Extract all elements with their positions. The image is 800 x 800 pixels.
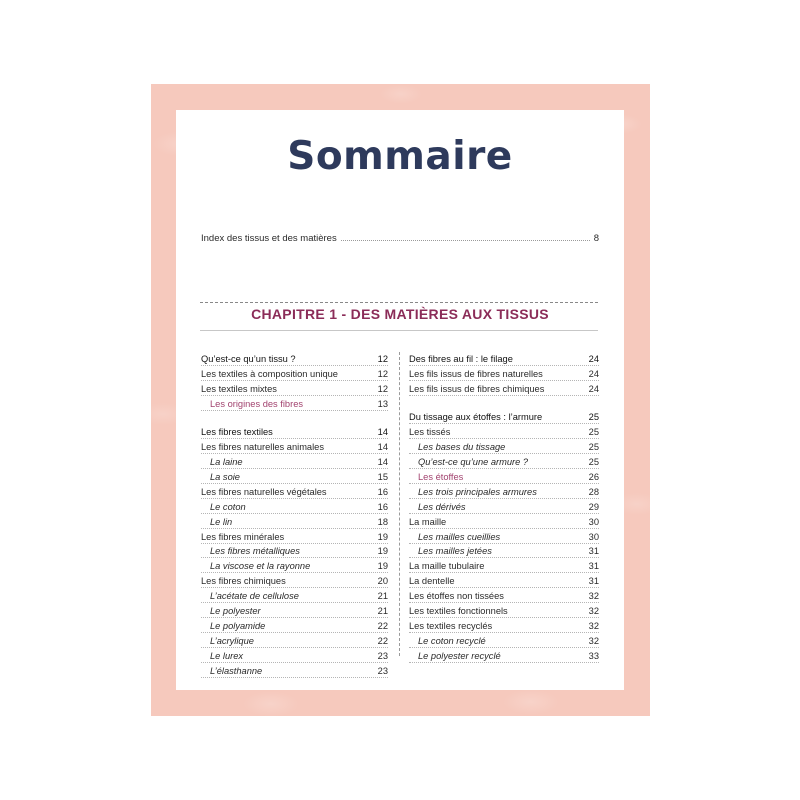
toc-entry[interactable] bbox=[201, 351, 388, 366]
toc-entry-page: 32 bbox=[588, 606, 599, 617]
toc-entry[interactable] bbox=[409, 484, 599, 499]
toc-entry[interactable] bbox=[409, 366, 599, 381]
toc-entry-label: Les trois principales armures bbox=[418, 486, 537, 497]
toc-entry-page: 12 bbox=[377, 353, 388, 364]
toc-entry[interactable] bbox=[409, 514, 599, 529]
toc-entry-label: Les fibres naturelles végétales bbox=[201, 486, 327, 497]
dot-leader bbox=[341, 240, 590, 241]
toc-entry-label: Des fibres au fil : le filage bbox=[409, 353, 513, 364]
toc-entry-label: La viscose et la rayonne bbox=[210, 561, 311, 572]
toc-entry-label: Le polyamide bbox=[210, 620, 266, 631]
toc-entry[interactable] bbox=[201, 588, 388, 603]
toc-entry-label: La maille bbox=[409, 516, 447, 527]
toc-entry[interactable] bbox=[409, 573, 599, 588]
toc-entry[interactable] bbox=[201, 633, 388, 648]
toc-entry-page: 18 bbox=[377, 516, 388, 527]
toc-entry-page: 24 bbox=[588, 383, 599, 394]
toc-entry-label: Le polyester bbox=[210, 606, 261, 617]
toc-entry[interactable] bbox=[201, 544, 388, 559]
toc-entry[interactable] bbox=[409, 454, 599, 469]
toc-entry-page: 23 bbox=[377, 665, 388, 676]
toc-entry-page: 24 bbox=[588, 353, 599, 364]
toc-entry-label: La laine bbox=[210, 457, 243, 468]
toc-entry-label: Les fibres chimiques bbox=[201, 576, 286, 587]
toc-entry-label: La maille tubulaire bbox=[409, 561, 485, 572]
toc-entry-page: 23 bbox=[377, 650, 388, 661]
toc-entry-page: 24 bbox=[588, 368, 599, 379]
toc-entry-page: 25 bbox=[588, 427, 599, 438]
toc-entry-label: Les fibres naturelles animales bbox=[201, 442, 324, 453]
toc-entry-label: Le coton recyclé bbox=[418, 635, 486, 646]
toc-entry[interactable] bbox=[201, 499, 388, 514]
toc-entry-label: Qu’est-ce qu’un tissu ? bbox=[201, 353, 296, 364]
toc-entry[interactable] bbox=[201, 514, 388, 529]
toc-entry-label: Les mailles cueillies bbox=[418, 531, 501, 542]
toc-entry-page: 26 bbox=[588, 472, 599, 483]
toc-entry[interactable] bbox=[409, 469, 599, 484]
toc-entry[interactable] bbox=[409, 424, 599, 439]
toc-entry-page: 14 bbox=[377, 427, 388, 438]
toc-entry-label: Les dérivés bbox=[418, 501, 466, 512]
toc-entry-label: Les étoffes non tissées bbox=[409, 591, 504, 602]
toc-entry[interactable] bbox=[201, 439, 388, 454]
toc-entry-page: 19 bbox=[377, 531, 388, 542]
toc-entry-page: 12 bbox=[377, 368, 388, 379]
toc-entry-label: Les mailles jetées bbox=[418, 546, 492, 557]
toc-entry-label: L’élasthanne bbox=[210, 665, 263, 676]
toc-entry-page: 22 bbox=[377, 620, 388, 631]
toc-entry[interactable] bbox=[201, 396, 388, 411]
toc-entry[interactable] bbox=[201, 663, 388, 678]
toc-entry[interactable] bbox=[201, 529, 388, 544]
index-entry[interactable] bbox=[201, 228, 599, 244]
toc-entry-label: Les textiles mixtes bbox=[201, 383, 277, 394]
toc-spacer bbox=[201, 411, 388, 425]
toc-entry-page: 29 bbox=[588, 501, 599, 512]
toc-entry[interactable] bbox=[409, 588, 599, 603]
toc-entry-label: L’acrylique bbox=[210, 635, 254, 646]
toc-entry-label: Qu’est-ce qu’une armure ? bbox=[418, 457, 529, 468]
toc-entry-label: Les étoffes bbox=[418, 472, 464, 483]
toc-entry[interactable] bbox=[409, 439, 599, 454]
toc-entry-label: Du tissage aux étoffes : l’armure bbox=[409, 412, 543, 423]
toc-entry-page: 12 bbox=[377, 383, 388, 394]
toc-entry[interactable] bbox=[409, 558, 599, 573]
toc-entry[interactable] bbox=[409, 381, 599, 396]
toc-entry-page: 28 bbox=[588, 486, 599, 497]
toc-entry-page: 31 bbox=[588, 546, 599, 557]
index-entry-label: Index des tissus et des matières bbox=[201, 233, 337, 244]
toc-entry[interactable] bbox=[201, 573, 388, 588]
toc-entry-page: 25 bbox=[588, 442, 599, 453]
toc-entry-label: Les textiles à composition unique bbox=[201, 368, 338, 379]
toc-entry-label: Les origines des fibres bbox=[210, 398, 304, 409]
toc-entry-label: Les tissés bbox=[409, 427, 451, 438]
toc-entry-label: Les bases du tissage bbox=[418, 442, 506, 453]
toc-entry-page: 25 bbox=[588, 412, 599, 423]
toc-entry-label: Le lurex bbox=[210, 650, 244, 661]
toc-entry-page: 16 bbox=[377, 486, 388, 497]
toc-entry[interactable] bbox=[409, 618, 599, 633]
toc-right-column bbox=[409, 351, 599, 663]
toc-entry-page: 30 bbox=[588, 516, 599, 527]
toc-entry[interactable] bbox=[409, 410, 599, 425]
toc-entry-label: La soie bbox=[210, 472, 240, 483]
chapter-heading: CHAPITRE 1 - DES MATIÈRES AUX TISSUS bbox=[251, 306, 549, 322]
toc-entry-page: 14 bbox=[377, 457, 388, 468]
toc-entry[interactable] bbox=[409, 648, 599, 663]
toc-spacer bbox=[409, 396, 599, 410]
toc-entry-page: 31 bbox=[588, 576, 599, 587]
toc-entry[interactable] bbox=[409, 351, 599, 366]
toc-entry-page: 22 bbox=[377, 635, 388, 646]
toc-entry-page: 25 bbox=[588, 457, 599, 468]
toc-entry-page: 21 bbox=[377, 591, 388, 602]
toc-entry[interactable] bbox=[201, 603, 388, 618]
toc-entry[interactable] bbox=[201, 484, 388, 499]
toc-entry-page: 19 bbox=[377, 561, 388, 572]
toc-entry-page: 15 bbox=[377, 472, 388, 483]
toc-entry[interactable] bbox=[201, 366, 388, 381]
index-entry-page: 8 bbox=[593, 233, 599, 244]
toc-entry-page: 21 bbox=[377, 606, 388, 617]
toc-entry-label: L’acétate de cellulose bbox=[210, 591, 299, 602]
toc-entry-page: 32 bbox=[588, 620, 599, 631]
dashed-divider bbox=[200, 302, 598, 303]
column-divider bbox=[399, 352, 400, 656]
toc-page bbox=[176, 110, 624, 690]
page-title: Sommaire bbox=[287, 134, 513, 179]
toc-entry[interactable] bbox=[409, 633, 599, 648]
toc-entry[interactable] bbox=[201, 381, 388, 396]
toc-entry[interactable] bbox=[201, 558, 388, 573]
toc-entry-page: 19 bbox=[377, 546, 388, 557]
toc-entry-page: 13 bbox=[377, 398, 388, 409]
toc-entry-label: Les fibres textiles bbox=[201, 427, 273, 438]
toc-entry-page: 30 bbox=[588, 531, 599, 542]
toc-entry-label: La dentelle bbox=[409, 576, 455, 587]
toc-entry-page: 14 bbox=[377, 442, 388, 453]
toc-entry-page: 31 bbox=[588, 561, 599, 572]
toc-entry-label: Les fils issus de fibres chimiques bbox=[409, 383, 545, 394]
toc-entry-label: Les fils issus de fibres naturelles bbox=[409, 368, 543, 379]
toc-entry-page: 32 bbox=[588, 635, 599, 646]
toc-entry-page: 33 bbox=[588, 650, 599, 661]
toc-entry-label: Les textiles fonctionnels bbox=[409, 606, 508, 617]
toc-entry[interactable] bbox=[201, 618, 388, 633]
toc-entry-label: Les textiles recyclés bbox=[409, 620, 493, 631]
toc-entry[interactable] bbox=[201, 454, 388, 469]
toc-entry-label: Les fibres métalliques bbox=[210, 546, 300, 557]
toc-entry-page: 20 bbox=[377, 576, 388, 587]
toc-entry-label: Les fibres minérales bbox=[201, 531, 285, 542]
toc-entry[interactable] bbox=[409, 499, 599, 514]
toc-entry[interactable] bbox=[201, 469, 388, 484]
toc-entry-label: Le lin bbox=[210, 516, 233, 527]
toc-entry[interactable] bbox=[409, 544, 599, 559]
toc-entry-page: 32 bbox=[588, 591, 599, 602]
toc-entry-label: Le polyester recyclé bbox=[418, 650, 501, 661]
toc-entry[interactable] bbox=[201, 648, 388, 663]
toc-entry[interactable] bbox=[201, 424, 388, 439]
toc-entry-label: Le coton bbox=[210, 501, 246, 512]
toc-entry[interactable] bbox=[409, 529, 599, 544]
toc-entry-page: 16 bbox=[377, 501, 388, 512]
chapter-underline bbox=[200, 330, 598, 331]
toc-left-column bbox=[201, 351, 388, 678]
toc-entry[interactable] bbox=[409, 603, 599, 618]
